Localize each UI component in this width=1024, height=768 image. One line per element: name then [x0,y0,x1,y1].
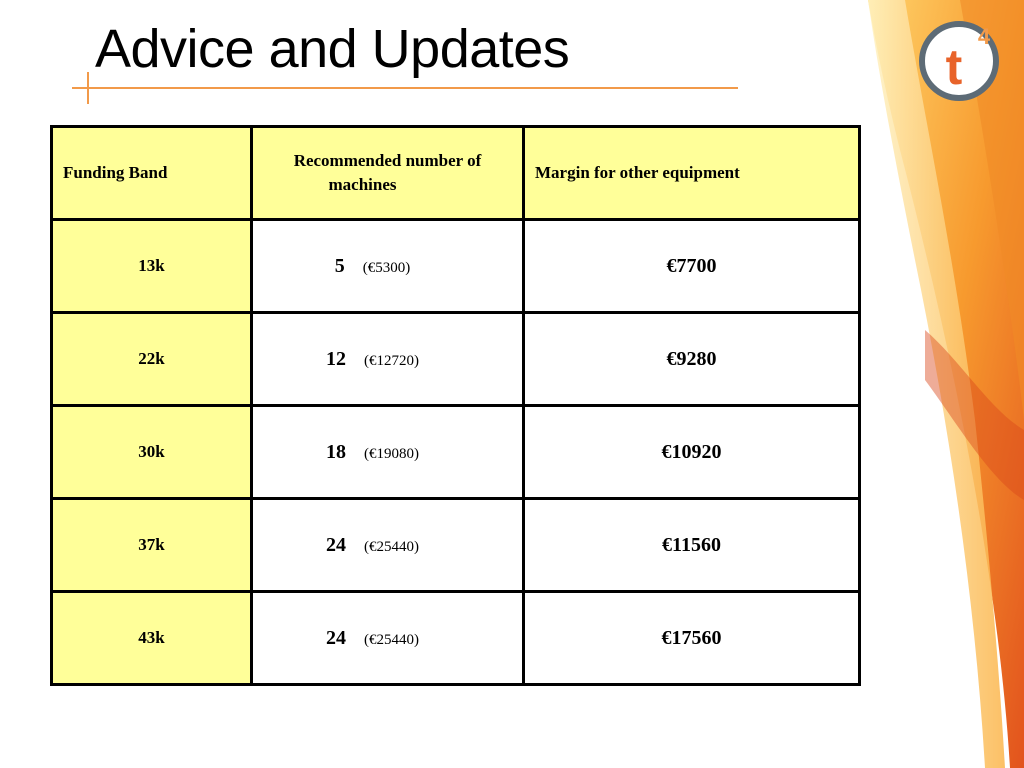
margin-value: €17560 [661,626,722,649]
machines-cell [252,313,524,406]
table-row [52,220,860,313]
machines-count: 5 [334,254,345,277]
machines-count: 24 [326,626,346,649]
margin-value: €10920 [661,440,722,463]
machines-cell [252,592,524,685]
t4-logo-icon [916,16,1002,102]
machines-cost: (€5300) [362,259,411,276]
page-title: Advice and Updates [95,19,570,79]
funding-table [50,125,861,686]
header-recommended-line2: machines [328,175,397,194]
table-row [52,499,860,592]
margin-cell [524,220,860,313]
logo-letter: t [945,39,963,95]
logo-superscript: 4 [977,24,991,49]
machines-cost: (€19080) [364,445,419,462]
machines-cost: (€12720) [364,352,419,369]
margin-cell [524,406,860,499]
title-underline [72,87,738,89]
machines-cost: (€25440) [364,538,419,555]
band-cell: 13k [52,220,252,313]
band-cell: 30k [52,406,252,499]
margin-value: €9280 [666,347,717,370]
machines-cell [252,406,524,499]
band-cell: 37k [52,499,252,592]
table-header-row [52,127,860,220]
machines-cost: (€25440) [364,631,419,648]
machines-count: 24 [326,533,346,556]
machines-cell [252,220,524,313]
header-recommended-machines [252,127,524,220]
header-recommended-line1: Recommended number of [293,151,482,170]
machines-cell [252,499,524,592]
margin-value: €7700 [666,254,717,277]
margin-cell [524,313,860,406]
machines-count: 18 [326,440,346,463]
table-row [52,406,860,499]
margin-cell [524,499,860,592]
margin-value: €11560 [662,533,721,556]
margin-cell [524,592,860,685]
title-tick [87,72,89,104]
header-funding-band: Funding Band [52,127,252,220]
band-cell: 22k [52,313,252,406]
band-cell: 43k [52,592,252,685]
machines-count: 12 [326,347,346,370]
header-margin: Margin for other equipment [524,127,860,220]
table-row [52,313,860,406]
table-row [52,592,860,685]
